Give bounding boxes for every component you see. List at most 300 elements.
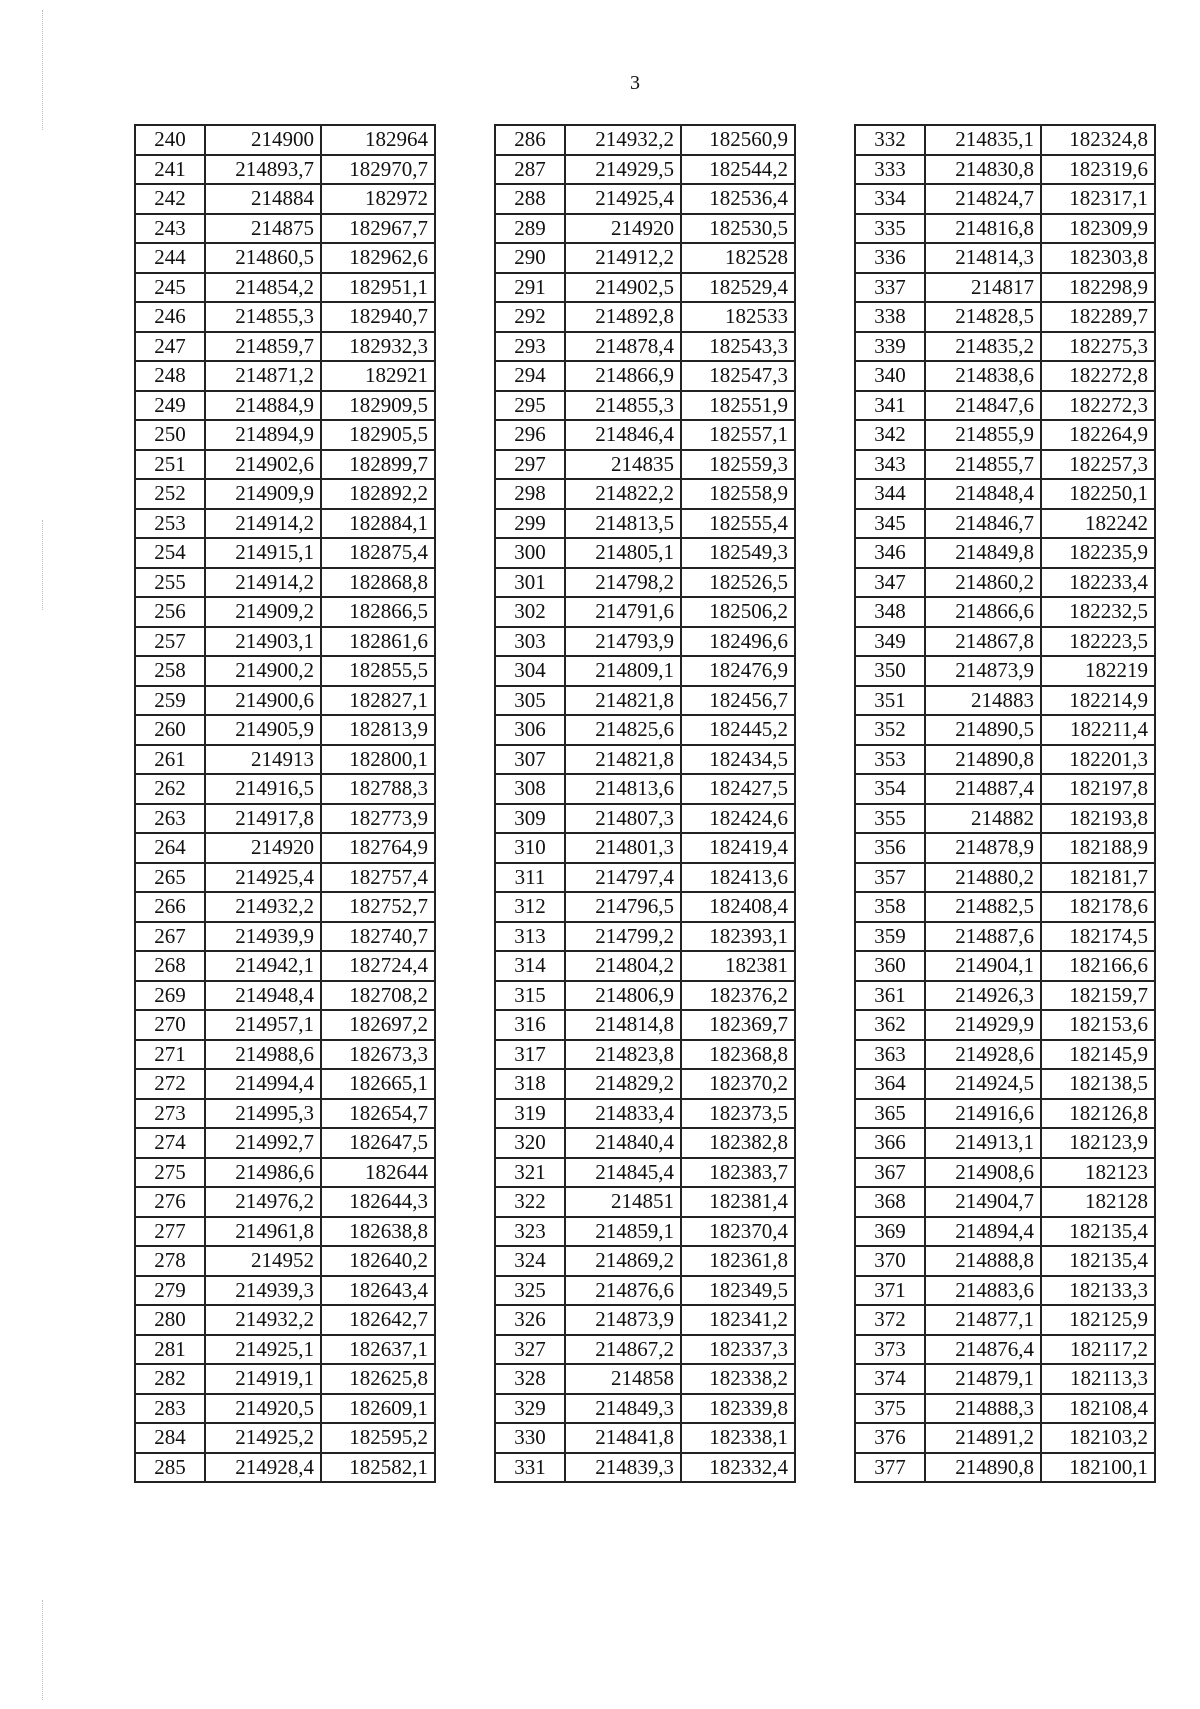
table-row [855, 391, 1155, 421]
table-row [495, 1158, 795, 1188]
table-row [495, 450, 795, 480]
x-coordinate-cell: 214932,2 [565, 125, 681, 155]
point-number-cell: 319 [495, 1099, 565, 1129]
table-row [135, 1453, 435, 1483]
point-number-cell: 358 [855, 892, 925, 922]
table-row [495, 715, 795, 745]
table-row [495, 922, 795, 952]
y-coordinate-cell: 182370,2 [681, 1069, 795, 1099]
point-number-cell: 365 [855, 1099, 925, 1129]
x-coordinate-cell: 214823,8 [565, 1040, 681, 1070]
x-coordinate-cell: 214894,4 [925, 1217, 1041, 1247]
x-coordinate-cell: 214890,5 [925, 715, 1041, 745]
x-coordinate-cell: 214807,3 [565, 804, 681, 834]
table-row [135, 1364, 435, 1394]
y-coordinate-cell: 182434,5 [681, 745, 795, 775]
table-row [855, 420, 1155, 450]
table-row [855, 332, 1155, 362]
point-number-cell: 337 [855, 273, 925, 303]
table-row [495, 125, 795, 155]
y-coordinate-cell: 182647,5 [321, 1128, 435, 1158]
table-row [495, 804, 795, 834]
y-coordinate-cell: 182764,9 [321, 833, 435, 863]
x-coordinate-cell: 214884,9 [205, 391, 321, 421]
x-coordinate-cell: 214816,8 [925, 214, 1041, 244]
x-coordinate-cell: 214855,3 [205, 302, 321, 332]
y-coordinate-cell: 182382,8 [681, 1128, 795, 1158]
y-coordinate-cell: 182324,8 [1041, 125, 1155, 155]
point-number-cell: 248 [135, 361, 205, 391]
x-coordinate-cell: 214904,1 [925, 951, 1041, 981]
x-coordinate-cell: 214902,5 [565, 273, 681, 303]
table-row [135, 715, 435, 745]
point-number-cell: 348 [855, 597, 925, 627]
table-row [495, 155, 795, 185]
y-coordinate-cell: 182303,8 [1041, 243, 1155, 273]
y-coordinate-cell: 182338,2 [681, 1364, 795, 1394]
page-number: 3 [630, 72, 640, 94]
x-coordinate-cell: 214995,3 [205, 1099, 321, 1129]
y-coordinate-cell: 182644 [321, 1158, 435, 1188]
x-coordinate-cell: 214908,6 [925, 1158, 1041, 1188]
x-coordinate-cell: 214809,1 [565, 656, 681, 686]
x-coordinate-cell: 214866,6 [925, 597, 1041, 627]
x-coordinate-cell: 214919,1 [205, 1364, 321, 1394]
x-coordinate-cell: 214887,6 [925, 922, 1041, 952]
y-coordinate-cell: 182951,1 [321, 273, 435, 303]
table-row [855, 1010, 1155, 1040]
point-number-cell: 343 [855, 450, 925, 480]
point-number-cell: 275 [135, 1158, 205, 1188]
point-number-cell: 261 [135, 745, 205, 775]
table-row [135, 833, 435, 863]
point-number-cell: 252 [135, 479, 205, 509]
y-coordinate-cell: 182445,2 [681, 715, 795, 745]
table-row [135, 1010, 435, 1040]
x-coordinate-cell: 214887,4 [925, 774, 1041, 804]
y-coordinate-cell: 182233,4 [1041, 568, 1155, 598]
table-row [855, 745, 1155, 775]
table-row [135, 1246, 435, 1276]
point-number-cell: 359 [855, 922, 925, 952]
y-coordinate-cell: 182145,9 [1041, 1040, 1155, 1070]
point-number-cell: 361 [855, 981, 925, 1011]
y-coordinate-cell: 182235,9 [1041, 538, 1155, 568]
point-number-cell: 309 [495, 804, 565, 834]
table-row [855, 1217, 1155, 1247]
x-coordinate-cell: 214912,2 [565, 243, 681, 273]
x-coordinate-cell: 214913 [205, 745, 321, 775]
point-number-cell: 279 [135, 1276, 205, 1306]
table-row [135, 892, 435, 922]
table-row [135, 479, 435, 509]
table-row [855, 1187, 1155, 1217]
point-number-cell: 297 [495, 450, 565, 480]
table-row [855, 1158, 1155, 1188]
y-coordinate-cell: 182298,9 [1041, 273, 1155, 303]
point-number-cell: 306 [495, 715, 565, 745]
x-coordinate-cell: 214791,6 [565, 597, 681, 627]
point-number-cell: 328 [495, 1364, 565, 1394]
point-number-cell: 288 [495, 184, 565, 214]
table-row [135, 1069, 435, 1099]
y-coordinate-cell: 182257,3 [1041, 450, 1155, 480]
y-coordinate-cell: 182370,4 [681, 1217, 795, 1247]
point-number-cell: 312 [495, 892, 565, 922]
x-coordinate-cell: 214835,1 [925, 125, 1041, 155]
point-number-cell: 249 [135, 391, 205, 421]
table-row [495, 745, 795, 775]
y-coordinate-cell: 182773,9 [321, 804, 435, 834]
y-coordinate-cell: 182788,3 [321, 774, 435, 804]
point-number-cell: 285 [135, 1453, 205, 1483]
y-coordinate-cell: 182528 [681, 243, 795, 273]
table-row [495, 568, 795, 598]
y-coordinate-cell: 182673,3 [321, 1040, 435, 1070]
x-coordinate-cell: 214796,5 [565, 892, 681, 922]
coordinates-table-3 [854, 124, 1156, 1483]
point-number-cell: 339 [855, 332, 925, 362]
y-coordinate-cell: 182456,7 [681, 686, 795, 716]
point-number-cell: 322 [495, 1187, 565, 1217]
point-number-cell: 344 [855, 479, 925, 509]
table-row [495, 774, 795, 804]
point-number-cell: 311 [495, 863, 565, 893]
table-row [135, 273, 435, 303]
point-number-cell: 305 [495, 686, 565, 716]
table-row [495, 1069, 795, 1099]
table-row [495, 892, 795, 922]
x-coordinate-cell: 214900 [205, 125, 321, 155]
x-coordinate-cell: 214866,9 [565, 361, 681, 391]
y-coordinate-cell: 182193,8 [1041, 804, 1155, 834]
x-coordinate-cell: 214813,5 [565, 509, 681, 539]
y-coordinate-cell: 182133,3 [1041, 1276, 1155, 1306]
x-coordinate-cell: 214848,4 [925, 479, 1041, 509]
point-number-cell: 300 [495, 538, 565, 568]
y-coordinate-cell: 182557,1 [681, 420, 795, 450]
x-coordinate-cell: 214846,7 [925, 509, 1041, 539]
y-coordinate-cell: 182408,4 [681, 892, 795, 922]
y-coordinate-cell: 182544,2 [681, 155, 795, 185]
x-coordinate-cell: 214828,5 [925, 302, 1041, 332]
y-coordinate-cell: 182560,9 [681, 125, 795, 155]
table-row [495, 1276, 795, 1306]
x-coordinate-cell: 214929,9 [925, 1010, 1041, 1040]
x-coordinate-cell: 214957,1 [205, 1010, 321, 1040]
table-row [855, 656, 1155, 686]
point-number-cell: 290 [495, 243, 565, 273]
scan-margin-mark [42, 10, 43, 130]
point-number-cell: 317 [495, 1040, 565, 1070]
point-number-cell: 366 [855, 1128, 925, 1158]
table-row [495, 214, 795, 244]
table-row [495, 273, 795, 303]
table-row [135, 656, 435, 686]
x-coordinate-cell: 214835,2 [925, 332, 1041, 362]
x-coordinate-cell: 214916,6 [925, 1099, 1041, 1129]
y-coordinate-cell: 182866,5 [321, 597, 435, 627]
point-number-cell: 281 [135, 1335, 205, 1365]
point-number-cell: 296 [495, 420, 565, 450]
table-row [855, 863, 1155, 893]
point-number-cell: 273 [135, 1099, 205, 1129]
y-coordinate-cell: 182393,1 [681, 922, 795, 952]
table-row [135, 745, 435, 775]
y-coordinate-cell: 182967,7 [321, 214, 435, 244]
x-coordinate-cell: 214914,2 [205, 568, 321, 598]
y-coordinate-cell: 182861,6 [321, 627, 435, 657]
x-coordinate-cell: 214835 [565, 450, 681, 480]
x-coordinate-cell: 214879,1 [925, 1364, 1041, 1394]
point-number-cell: 314 [495, 951, 565, 981]
point-number-cell: 283 [135, 1394, 205, 1424]
table-row [495, 1335, 795, 1365]
y-coordinate-cell: 182609,1 [321, 1394, 435, 1424]
x-coordinate-cell: 214849,8 [925, 538, 1041, 568]
x-coordinate-cell: 214894,9 [205, 420, 321, 450]
y-coordinate-cell: 182201,3 [1041, 745, 1155, 775]
x-coordinate-cell: 214829,2 [565, 1069, 681, 1099]
x-coordinate-cell: 214880,2 [925, 863, 1041, 893]
point-number-cell: 254 [135, 538, 205, 568]
point-number-cell: 299 [495, 509, 565, 539]
table-row [135, 1305, 435, 1335]
table-row [135, 361, 435, 391]
y-coordinate-cell: 182640,2 [321, 1246, 435, 1276]
point-number-cell: 307 [495, 745, 565, 775]
y-coordinate-cell: 182549,3 [681, 538, 795, 568]
point-number-cell: 280 [135, 1305, 205, 1335]
point-number-cell: 350 [855, 656, 925, 686]
table-row [855, 686, 1155, 716]
x-coordinate-cell: 214942,1 [205, 951, 321, 981]
scan-margin-mark [42, 1600, 43, 1700]
x-coordinate-cell: 214909,2 [205, 597, 321, 627]
table-row [855, 833, 1155, 863]
x-coordinate-cell: 214821,8 [565, 745, 681, 775]
point-number-cell: 253 [135, 509, 205, 539]
table-row [495, 538, 795, 568]
point-number-cell: 240 [135, 125, 205, 155]
table-row [495, 479, 795, 509]
table-row [495, 509, 795, 539]
table-row [135, 332, 435, 362]
x-coordinate-cell: 214867,8 [925, 627, 1041, 657]
table-row [135, 243, 435, 273]
x-coordinate-cell: 214903,1 [205, 627, 321, 657]
point-number-cell: 326 [495, 1305, 565, 1335]
y-coordinate-cell: 182529,4 [681, 273, 795, 303]
x-coordinate-cell: 214888,3 [925, 1394, 1041, 1424]
x-coordinate-cell: 214817 [925, 273, 1041, 303]
y-coordinate-cell: 182373,5 [681, 1099, 795, 1129]
y-coordinate-cell: 182128 [1041, 1187, 1155, 1217]
table-row [495, 1423, 795, 1453]
y-coordinate-cell: 182643,4 [321, 1276, 435, 1306]
x-coordinate-cell: 214799,2 [565, 922, 681, 952]
x-coordinate-cell: 214900,6 [205, 686, 321, 716]
x-coordinate-cell: 214932,2 [205, 1305, 321, 1335]
x-coordinate-cell: 214849,3 [565, 1394, 681, 1424]
table-row [855, 804, 1155, 834]
point-number-cell: 356 [855, 833, 925, 863]
y-coordinate-cell: 182932,3 [321, 332, 435, 362]
table-row [135, 184, 435, 214]
point-number-cell: 246 [135, 302, 205, 332]
table-row [495, 1099, 795, 1129]
point-number-cell: 338 [855, 302, 925, 332]
y-coordinate-cell: 182197,8 [1041, 774, 1155, 804]
x-coordinate-cell: 214925,4 [565, 184, 681, 214]
y-coordinate-cell: 182665,1 [321, 1069, 435, 1099]
point-number-cell: 373 [855, 1335, 925, 1365]
x-coordinate-cell: 214825,6 [565, 715, 681, 745]
y-coordinate-cell: 182424,6 [681, 804, 795, 834]
table-row [855, 479, 1155, 509]
x-coordinate-cell: 214841,8 [565, 1423, 681, 1453]
table-row [855, 1040, 1155, 1070]
x-coordinate-cell: 214869,2 [565, 1246, 681, 1276]
table-row [855, 568, 1155, 598]
x-coordinate-cell: 214916,5 [205, 774, 321, 804]
point-number-cell: 362 [855, 1010, 925, 1040]
x-coordinate-cell: 214891,2 [925, 1423, 1041, 1453]
x-coordinate-cell: 214855,9 [925, 420, 1041, 450]
point-number-cell: 308 [495, 774, 565, 804]
x-coordinate-cell: 214915,1 [205, 538, 321, 568]
point-number-cell: 368 [855, 1187, 925, 1217]
point-number-cell: 355 [855, 804, 925, 834]
point-number-cell: 255 [135, 568, 205, 598]
coordinates-table-1 [134, 124, 436, 1483]
point-number-cell: 331 [495, 1453, 565, 1483]
table-row [495, 656, 795, 686]
y-coordinate-cell: 182533 [681, 302, 795, 332]
x-coordinate-cell: 214920 [205, 833, 321, 863]
table-row [135, 391, 435, 421]
point-number-cell: 327 [495, 1335, 565, 1365]
x-coordinate-cell: 214860,2 [925, 568, 1041, 598]
y-coordinate-cell: 182138,5 [1041, 1069, 1155, 1099]
point-number-cell: 376 [855, 1423, 925, 1453]
table-row [855, 1099, 1155, 1129]
y-coordinate-cell: 182369,7 [681, 1010, 795, 1040]
y-coordinate-cell: 182361,8 [681, 1246, 795, 1276]
x-coordinate-cell: 214882,5 [925, 892, 1041, 922]
x-coordinate-cell: 214846,4 [565, 420, 681, 450]
x-coordinate-cell: 214847,6 [925, 391, 1041, 421]
x-coordinate-cell: 214890,8 [925, 745, 1041, 775]
point-number-cell: 294 [495, 361, 565, 391]
point-number-cell: 256 [135, 597, 205, 627]
point-number-cell: 316 [495, 1010, 565, 1040]
x-coordinate-cell: 214877,1 [925, 1305, 1041, 1335]
table-row [135, 1335, 435, 1365]
y-coordinate-cell: 182135,4 [1041, 1217, 1155, 1247]
table-row [855, 1305, 1155, 1335]
y-coordinate-cell: 182242 [1041, 509, 1155, 539]
x-coordinate-cell: 214976,2 [205, 1187, 321, 1217]
x-coordinate-cell: 214904,7 [925, 1187, 1041, 1217]
point-number-cell: 259 [135, 686, 205, 716]
x-coordinate-cell: 214884 [205, 184, 321, 214]
x-coordinate-cell: 214797,4 [565, 863, 681, 893]
y-coordinate-cell: 182555,4 [681, 509, 795, 539]
table-row [855, 1394, 1155, 1424]
point-number-cell: 349 [855, 627, 925, 657]
x-coordinate-cell: 214838,6 [925, 361, 1041, 391]
point-number-cell: 293 [495, 332, 565, 362]
x-coordinate-cell: 214851 [565, 1187, 681, 1217]
point-number-cell: 377 [855, 1453, 925, 1483]
x-coordinate-cell: 214920,5 [205, 1394, 321, 1424]
x-coordinate-cell: 214840,4 [565, 1128, 681, 1158]
point-number-cell: 346 [855, 538, 925, 568]
table-row [855, 1276, 1155, 1306]
point-number-cell: 265 [135, 863, 205, 893]
table-row [855, 243, 1155, 273]
x-coordinate-cell: 214992,7 [205, 1128, 321, 1158]
table-row [495, 420, 795, 450]
y-coordinate-cell: 182100,1 [1041, 1453, 1155, 1483]
x-coordinate-cell: 214858 [565, 1364, 681, 1394]
x-coordinate-cell: 214939,3 [205, 1276, 321, 1306]
y-coordinate-cell: 182543,3 [681, 332, 795, 362]
table-row [495, 686, 795, 716]
x-coordinate-cell: 214914,2 [205, 509, 321, 539]
x-coordinate-cell: 214924,5 [925, 1069, 1041, 1099]
point-number-cell: 313 [495, 922, 565, 952]
y-coordinate-cell: 182319,6 [1041, 155, 1155, 185]
y-coordinate-cell: 182178,6 [1041, 892, 1155, 922]
x-coordinate-cell: 214926,3 [925, 981, 1041, 1011]
y-coordinate-cell: 182642,7 [321, 1305, 435, 1335]
y-coordinate-cell: 182813,9 [321, 715, 435, 745]
y-coordinate-cell: 182223,5 [1041, 627, 1155, 657]
y-coordinate-cell: 182506,2 [681, 597, 795, 627]
table-row [135, 155, 435, 185]
x-coordinate-cell: 214821,8 [565, 686, 681, 716]
point-number-cell: 262 [135, 774, 205, 804]
y-coordinate-cell: 182476,9 [681, 656, 795, 686]
point-number-cell: 318 [495, 1069, 565, 1099]
table-row [495, 863, 795, 893]
x-coordinate-cell: 214813,6 [565, 774, 681, 804]
y-coordinate-cell: 182909,5 [321, 391, 435, 421]
x-coordinate-cell: 214855,3 [565, 391, 681, 421]
point-number-cell: 243 [135, 214, 205, 244]
y-coordinate-cell: 182368,8 [681, 1040, 795, 1070]
x-coordinate-cell: 214859,1 [565, 1217, 681, 1247]
y-coordinate-cell: 182376,2 [681, 981, 795, 1011]
table-row [855, 538, 1155, 568]
x-coordinate-cell: 214939,9 [205, 922, 321, 952]
point-number-cell: 287 [495, 155, 565, 185]
point-number-cell: 277 [135, 1217, 205, 1247]
y-coordinate-cell: 182740,7 [321, 922, 435, 952]
x-coordinate-cell: 214909,9 [205, 479, 321, 509]
x-coordinate-cell: 214798,2 [565, 568, 681, 598]
y-coordinate-cell: 182108,4 [1041, 1394, 1155, 1424]
point-number-cell: 334 [855, 184, 925, 214]
point-number-cell: 342 [855, 420, 925, 450]
y-coordinate-cell: 182117,2 [1041, 1335, 1155, 1365]
point-number-cell: 301 [495, 568, 565, 598]
y-coordinate-cell: 182123,9 [1041, 1128, 1155, 1158]
x-coordinate-cell: 214878,9 [925, 833, 1041, 863]
table-row [135, 1394, 435, 1424]
